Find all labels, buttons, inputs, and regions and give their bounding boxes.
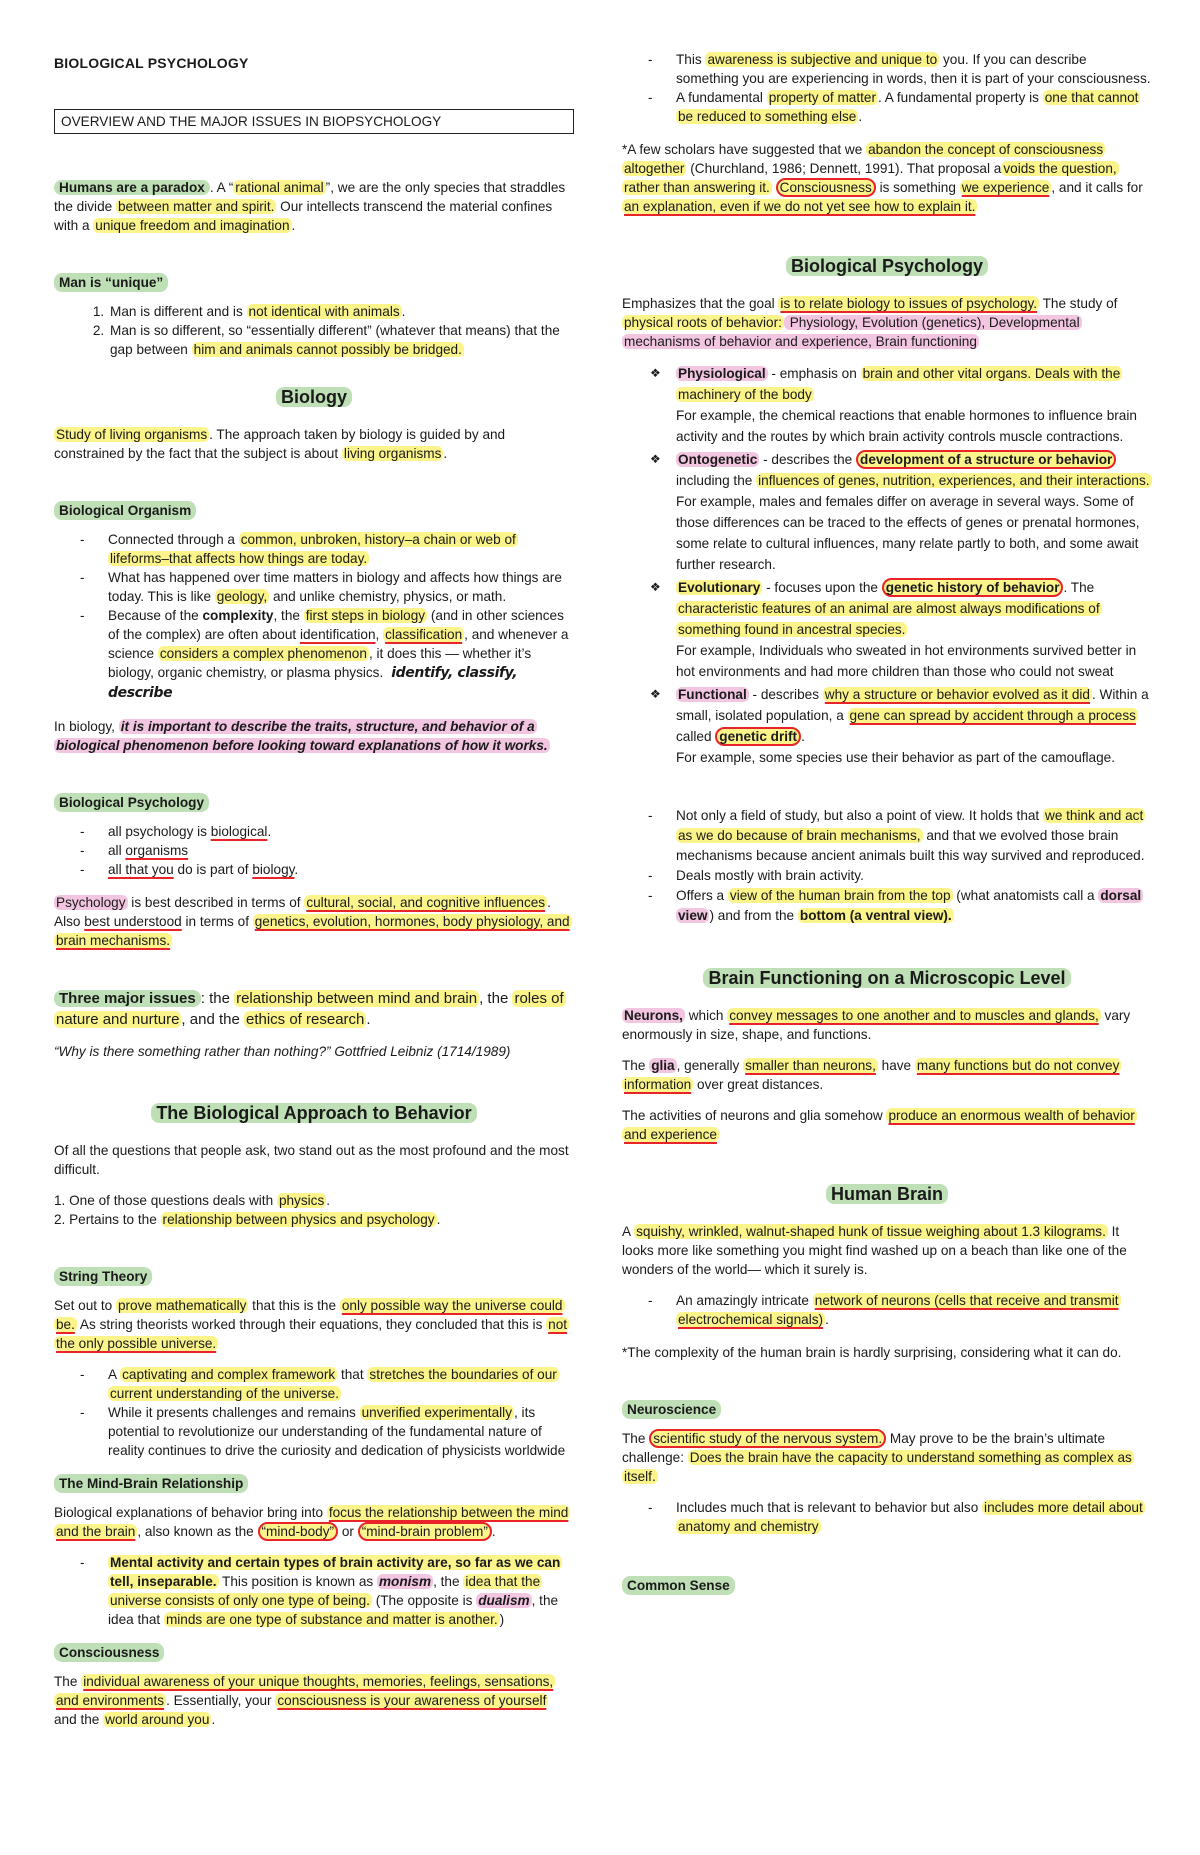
text: , also known as the xyxy=(137,1524,258,1539)
text: - emphasis on xyxy=(767,366,861,381)
highlight: common, unbroken, history–a chain or web of lifeforms–that affects how things are today. xyxy=(110,532,516,566)
highlight: influences of genes, nutrition, experiences, and their interactions. xyxy=(758,473,1150,488)
text: Includes much that is relevant to behavior but also xyxy=(676,1500,983,1515)
biological-psychology-paragraph xyxy=(622,294,1152,351)
highlight: one that cannot be reduced to something else xyxy=(678,90,1139,124)
glia-paragraph xyxy=(622,1056,1152,1094)
human-brain-paragraph xyxy=(622,1222,1152,1279)
highlight: “mind-body” xyxy=(258,1522,339,1541)
text: Connected through a xyxy=(108,532,239,547)
list-item xyxy=(108,302,574,321)
text: . Within a small, isolated population, a xyxy=(676,687,1149,723)
three-issues-paragraph xyxy=(54,988,574,1030)
highlight: voids the question, rather than answering it. xyxy=(624,161,1117,195)
text: and unlike chemistry, physics, or math. xyxy=(269,589,507,604)
text: The activities of neurons and glia somehow xyxy=(622,1108,887,1123)
list-item xyxy=(108,568,574,606)
highlight: cultural, social, and cognitive influences xyxy=(306,895,546,910)
perspectives-list xyxy=(622,363,1152,768)
text: . xyxy=(294,862,299,877)
text: . xyxy=(326,1193,331,1208)
text: , and whenever a science xyxy=(108,627,569,661)
paradox-paragraph xyxy=(54,178,574,235)
keyword: complexity xyxy=(202,608,274,623)
text: : the xyxy=(200,990,235,1007)
highlight-pink: it is important to describe the traits, structure, and behavior of a biological phenomenon before looking toward explanations of how it works. xyxy=(56,719,548,753)
approach-q1 xyxy=(54,1191,574,1210)
keyword: Physiological xyxy=(678,366,766,381)
text: (what anatomists call a xyxy=(952,888,1099,903)
text: . xyxy=(436,1212,441,1227)
text: 2. Pertains to the xyxy=(54,1212,161,1227)
text: 1. One of those questions deals with xyxy=(54,1193,277,1208)
highlight: relationship between mind and brain xyxy=(236,990,478,1007)
point-of-view-list xyxy=(622,806,1152,926)
text: , the xyxy=(479,990,513,1007)
text: - describes xyxy=(748,687,823,702)
right-column xyxy=(622,50,1152,1605)
activities-paragraph xyxy=(622,1106,1152,1144)
human-brain-title xyxy=(622,1182,1152,1206)
text: For example, some species use their behavior as part of the camouflage. xyxy=(676,750,1116,765)
list-item xyxy=(108,822,574,841)
text: that this is the xyxy=(248,1298,340,1313)
title-text: Human Brain xyxy=(826,1184,948,1204)
text: and the xyxy=(54,1712,104,1727)
text: . A “ xyxy=(209,180,234,195)
human-brain-list xyxy=(622,1291,1152,1329)
human-brain-note: *The complexity of the human brain is hardly surprising, considering what it can do. xyxy=(622,1345,1122,1360)
common-sense-heading: Common Sense xyxy=(622,1576,735,1595)
text: The xyxy=(622,1431,650,1446)
text: and that we evolved those brain mechanisms because ancient animals built this way survived and reproduced. xyxy=(676,828,1145,863)
consciousness-note xyxy=(622,140,1152,216)
text: In biology, xyxy=(54,719,119,734)
text: which xyxy=(684,1008,728,1023)
highlight: genetics, evolution, hormones, body physiology, and brain mechanisms. xyxy=(56,914,570,948)
underlined: all that you xyxy=(108,862,174,877)
text: A xyxy=(108,1367,121,1382)
string-theory-heading: String Theory xyxy=(54,1267,152,1286)
mind-brain-paragraph xyxy=(54,1503,574,1541)
highlight: many functions but do not convey information xyxy=(624,1058,1120,1092)
text: . Essentially, your xyxy=(166,1693,276,1708)
highlight: why a structure or behavior evolved as it did xyxy=(824,687,1090,702)
mind-brain-list xyxy=(54,1553,574,1629)
highlight: relationship between physics and psychology xyxy=(162,1212,435,1227)
highlight: geology, xyxy=(216,589,268,604)
text: What has happened over time matters in biology and affects how things are today. This is like xyxy=(108,570,562,604)
keyword: Functional xyxy=(678,687,747,702)
text: A fundamental xyxy=(676,90,767,105)
highlight: brain and other vital organs. Deals with the machinery of the body xyxy=(678,366,1121,402)
underlined: classification xyxy=(385,627,463,642)
text: you. If you can describe something you are experiencing in words, then it is part of your consciousness. xyxy=(676,52,1151,86)
text: This xyxy=(676,52,706,67)
highlight: captivating and complex framework xyxy=(122,1367,336,1382)
highlight: view of the human brain from the top xyxy=(729,888,951,903)
text: It looks more like something you might find washed up on a beach than like one of the wonders of the world— which it surely is. xyxy=(622,1224,1127,1277)
approach-intro: Of all the questions that people ask, two stand out as the most profound and the most difficult. xyxy=(54,1143,569,1177)
keyword: Ontogenetic xyxy=(678,452,758,467)
text: . xyxy=(366,1011,371,1028)
perspective-physiological xyxy=(676,363,1152,447)
text: (The opposite is xyxy=(371,1593,477,1608)
text: Set out to xyxy=(54,1298,116,1313)
leibniz-quote: “Why is there something rather than nothing?” Gottfried Leibniz (1714/1989) xyxy=(54,1044,511,1059)
title-text: Biology xyxy=(276,387,352,407)
consciousness-list xyxy=(622,50,1152,126)
circled-phrase: genetic history of behavior xyxy=(882,578,1064,597)
neuroscience-paragraph xyxy=(622,1429,1152,1486)
list-item xyxy=(108,606,574,703)
list-item xyxy=(676,886,1152,926)
biological-psychology-list xyxy=(54,822,574,879)
highlight: unverified experimentally xyxy=(361,1405,512,1420)
highlight: gene can spread by accident through a process xyxy=(849,708,1136,723)
highlight: produce an enormous wealth of behavior and experience xyxy=(624,1108,1135,1142)
highlight: squishy, wrinkled, walnut-shaped hunk of tissue weighing about 1.3 kilograms. xyxy=(636,1224,1106,1239)
highlight: unique freedom and imagination xyxy=(95,218,290,233)
text: For example, Individuals who sweated in hot environments survived better in hot environments and had more children than those who could not sweat xyxy=(676,643,1137,679)
text: . xyxy=(491,1524,496,1539)
text: is best described in terms of xyxy=(127,895,305,910)
text: Man is so different, so “essentially different” (whatever that means) that the gap between xyxy=(110,323,560,357)
title-text: Brain Functioning on a Microscopic Level xyxy=(703,968,1070,988)
circled-phrase: development of a structure or behavior xyxy=(856,450,1116,469)
underlined: biological xyxy=(210,824,268,839)
text: including the xyxy=(676,473,757,488)
text: , xyxy=(375,627,384,642)
highlight: is to relate biology to issues of psychology. xyxy=(780,296,1038,311)
biological-organism-heading: Biological Organism xyxy=(54,501,196,520)
underlined: biology xyxy=(252,862,295,877)
biological-psychology-title xyxy=(622,254,1152,278)
highlight: awareness is subjective and unique to xyxy=(707,52,938,67)
text: , and the xyxy=(181,1011,244,1028)
biology-summary xyxy=(54,717,574,755)
circled-phrase: genetic drift xyxy=(715,727,801,746)
list-item xyxy=(108,530,574,568)
text: or xyxy=(338,1524,358,1539)
highlight: Does the brain have the capacity to understand something as complex as itself. xyxy=(624,1450,1132,1484)
list-item xyxy=(108,321,574,359)
highlight-pink: dorsal view xyxy=(678,888,1142,923)
text: that xyxy=(337,1367,368,1382)
text: Because of the xyxy=(108,608,203,623)
text: called xyxy=(676,729,716,744)
neuroscience-list xyxy=(622,1498,1152,1536)
text: . A fundamental property is xyxy=(878,90,1043,105)
text: . xyxy=(825,1312,829,1327)
text: . xyxy=(211,1712,216,1727)
highlight: includes more detail about anatomy and chemistry xyxy=(678,1500,1143,1534)
highlight: individual awareness of your unique thoughts, memories, feelings, sensations, and environments xyxy=(56,1674,554,1708)
highlight: only possible way the universe could be. xyxy=(56,1298,563,1332)
text: Offers a xyxy=(676,888,728,903)
highlight: we experience xyxy=(961,180,1050,195)
text: vary enormously in size, shape, and functions. xyxy=(622,1008,1131,1042)
text: . Also xyxy=(54,895,551,929)
highlight: smaller than neurons, xyxy=(745,1058,876,1073)
list-item xyxy=(676,88,1152,126)
paradox-lead: Humans are a paradox xyxy=(54,180,210,195)
text: A xyxy=(622,1224,635,1239)
highlight: characteristic features of an animal are almost always modifications of something found in ancestral species. xyxy=(678,601,1100,637)
highlight: bottom (a ventral view). xyxy=(799,908,952,923)
highlight: physical roots of behavior: xyxy=(624,315,782,330)
highlight: first steps in biology xyxy=(305,608,426,623)
perspective-ontogenetic xyxy=(676,449,1152,575)
highlight: “mind-brain problem” xyxy=(358,1522,492,1541)
text: Man is different and is xyxy=(110,304,247,319)
text: For example, the chemical reactions that enable hormones to influence brain activity and the routes by which brain activity controls muscle contractions. xyxy=(676,408,1137,444)
highlight-pink: dualism xyxy=(478,1593,530,1608)
text: , it does this — whether it’s biology, organic chemistry, or plasma physics. xyxy=(108,646,532,680)
highlight: rational animal xyxy=(235,180,324,195)
underlined: best understood xyxy=(84,914,182,929)
list-item xyxy=(676,1291,1152,1329)
handwritten-note: identify, classify, describe xyxy=(108,665,518,701)
underlined: organisms xyxy=(125,843,189,858)
text: . The xyxy=(1063,580,1095,595)
text: . The approach taken by biology is guided by and constrained by the fact that the subject is about xyxy=(54,427,506,461)
three-issues-lead: Three major issues xyxy=(54,990,201,1007)
highlight: consciousness is your awareness of yourself xyxy=(277,1693,547,1708)
list-item xyxy=(676,806,1152,866)
highlight: Study of living organisms xyxy=(56,427,208,442)
biology-title xyxy=(54,385,574,409)
highlight: property of matter xyxy=(768,90,876,105)
text: (and in other sciences of the complex) are often about xyxy=(108,608,564,642)
biological-psychology-heading: Biological Psychology xyxy=(54,793,209,812)
highlight: Mental activity and certain types of brain activity are, so far as we can tell, inseparable. xyxy=(110,1555,561,1589)
text: As string theorists worked through their equations, they concluded that this is xyxy=(76,1317,547,1332)
highlight: network of neurons (cells that receive and transmit electrochemical signals) xyxy=(678,1293,1119,1327)
text: is something xyxy=(875,180,960,195)
string-theory-paragraph xyxy=(54,1296,574,1353)
text: The study of xyxy=(1039,296,1118,311)
list-item xyxy=(108,1403,574,1460)
highlight: minds are one type of substance and matter is another. xyxy=(165,1612,498,1627)
highlight: abandon the concept of consciousness altogether xyxy=(624,142,1104,176)
title-text: The Biological Approach to Behavior xyxy=(151,1103,476,1123)
text: all psychology is xyxy=(108,824,211,839)
text: May prove to be the brain’s ultimate challenge: xyxy=(622,1431,1106,1465)
text: , and it calls for xyxy=(1051,180,1143,195)
consciousness-heading: Consciousness xyxy=(54,1643,164,1662)
list-item xyxy=(108,1365,574,1403)
highlight: between matter and spirit. xyxy=(117,199,275,214)
perspective-evolutionary xyxy=(676,577,1152,682)
left-column xyxy=(54,50,574,1741)
highlight: not identical with animals xyxy=(248,304,400,319)
text: Our intellects transcend the material confines with a xyxy=(54,199,553,233)
approach-title xyxy=(54,1101,574,1125)
text: , the idea that xyxy=(108,1593,559,1627)
highlight: ethics of research xyxy=(245,1011,365,1028)
neurons-paragraph xyxy=(622,1006,1152,1044)
biological-organism-list xyxy=(54,530,574,703)
highlight: we think and act as we do because of brain mechanisms, xyxy=(678,808,1144,843)
text: in terms of xyxy=(181,914,253,929)
text: *A few scholars have suggested that we xyxy=(622,142,867,157)
text: - describes the xyxy=(759,452,857,467)
consciousness-paragraph xyxy=(54,1672,574,1729)
highlight-pink: Physiology, Evolution (genetics), Developmental mechanisms of behavior and experience, Brain functioning xyxy=(624,315,1080,349)
title-text: Biological Psychology xyxy=(786,256,988,276)
neuroscience-heading: Neuroscience xyxy=(622,1400,721,1419)
text: ) xyxy=(499,1612,505,1627)
text: do is part of xyxy=(173,862,253,877)
biology-paragraph xyxy=(54,425,574,463)
list-item xyxy=(108,860,574,879)
highlight-pink: monism xyxy=(378,1574,432,1589)
text: . xyxy=(858,109,863,124)
text: For example, males and females differ on average in several ways. Some of those differences can be traced to the effects of genes or prenatal hormones, some relate to cultural influences, many relate partly to both, and some await further research. xyxy=(676,494,1140,572)
text: While it presents challenges and remains xyxy=(108,1405,360,1420)
text: (Churchland, 1986; Dennett, 1991). That proposal a xyxy=(686,161,1002,176)
text: over great distances. xyxy=(693,1077,824,1092)
text: Biological explanations of behavior bring into xyxy=(54,1505,327,1520)
perspective-functional xyxy=(676,684,1152,768)
highlight: considers a complex phenomenon xyxy=(159,646,367,661)
text: . xyxy=(401,304,406,319)
highlight: world around you xyxy=(105,1712,210,1727)
text: - focuses upon the xyxy=(762,580,882,595)
list-item: - Deals mostly with brain activity. xyxy=(676,866,1152,886)
list-item xyxy=(108,841,574,860)
highlight: roles of nature and nurture xyxy=(56,990,564,1028)
text: ”, we are the only species that straddles the divide xyxy=(54,180,566,214)
highlight-pink: Psychology xyxy=(56,895,126,910)
text: Not only a field of study, but also a point of view. It holds that xyxy=(676,808,1043,823)
text: ) and from the xyxy=(709,908,798,923)
highlight: idea that the universe consists of only one type of being. xyxy=(110,1574,541,1608)
text: , the xyxy=(433,1574,464,1589)
man-unique-list xyxy=(54,302,574,359)
highlight: not the only possible universe. xyxy=(56,1317,568,1351)
text: . xyxy=(291,218,296,233)
highlight: him and animals cannot possibly be bridged. xyxy=(193,342,462,357)
keyword: Evolutionary xyxy=(678,580,761,595)
text: all xyxy=(108,843,126,858)
text: , its potential to revolutionize our understanding of the fundamental nature of reality continues to drive the curiosity and dedication of physicists worldwide xyxy=(108,1405,566,1458)
approach-q2 xyxy=(54,1210,574,1229)
keyword: Neurons, xyxy=(624,1008,683,1023)
text: The xyxy=(622,1058,650,1073)
text: . xyxy=(267,824,272,839)
highlight: stretches the boundaries of our current understanding of the universe. xyxy=(110,1367,557,1401)
text: have xyxy=(877,1058,915,1073)
microscopic-title xyxy=(622,966,1152,990)
psychology-paragraph xyxy=(54,893,574,950)
text: , the xyxy=(273,608,304,623)
text: This position is known as xyxy=(218,1574,377,1589)
overview-box: OVERVIEW AND THE MAJOR ISSUES IN BIOPSYCHOLOGY xyxy=(54,109,574,134)
keyword: glia xyxy=(651,1058,675,1073)
text: , generally xyxy=(676,1058,744,1073)
mind-brain-heading: The Mind-Brain Relationship xyxy=(54,1474,248,1493)
list-item xyxy=(676,1498,1152,1536)
document-title: BIOLOGICAL PSYCHOLOGY xyxy=(54,55,249,71)
list-item xyxy=(108,1553,574,1629)
string-theory-list xyxy=(54,1365,574,1460)
text: Emphasizes that the goal xyxy=(622,296,779,311)
highlight: an explanation, even if we do not yet see how to explain it. xyxy=(624,199,976,214)
highlight: convey messages to one another and to muscles and glands, xyxy=(729,1008,1099,1023)
highlight: living organisms xyxy=(343,446,442,461)
text: The xyxy=(54,1674,82,1689)
list-item xyxy=(676,50,1152,88)
text: An amazingly intricate xyxy=(676,1293,813,1308)
highlight: prove mathematically xyxy=(117,1298,247,1313)
highlight: physics xyxy=(278,1193,325,1208)
text: . xyxy=(443,446,448,461)
underlined: identification xyxy=(299,627,376,642)
text: . xyxy=(801,729,805,744)
man-unique-heading: Man is “unique” xyxy=(54,273,168,292)
highlight: focus the relationship between the mind and the brain xyxy=(56,1505,569,1539)
highlight: scientific study of the nervous system. xyxy=(649,1429,886,1448)
circled-word: Consciousness xyxy=(776,178,876,197)
